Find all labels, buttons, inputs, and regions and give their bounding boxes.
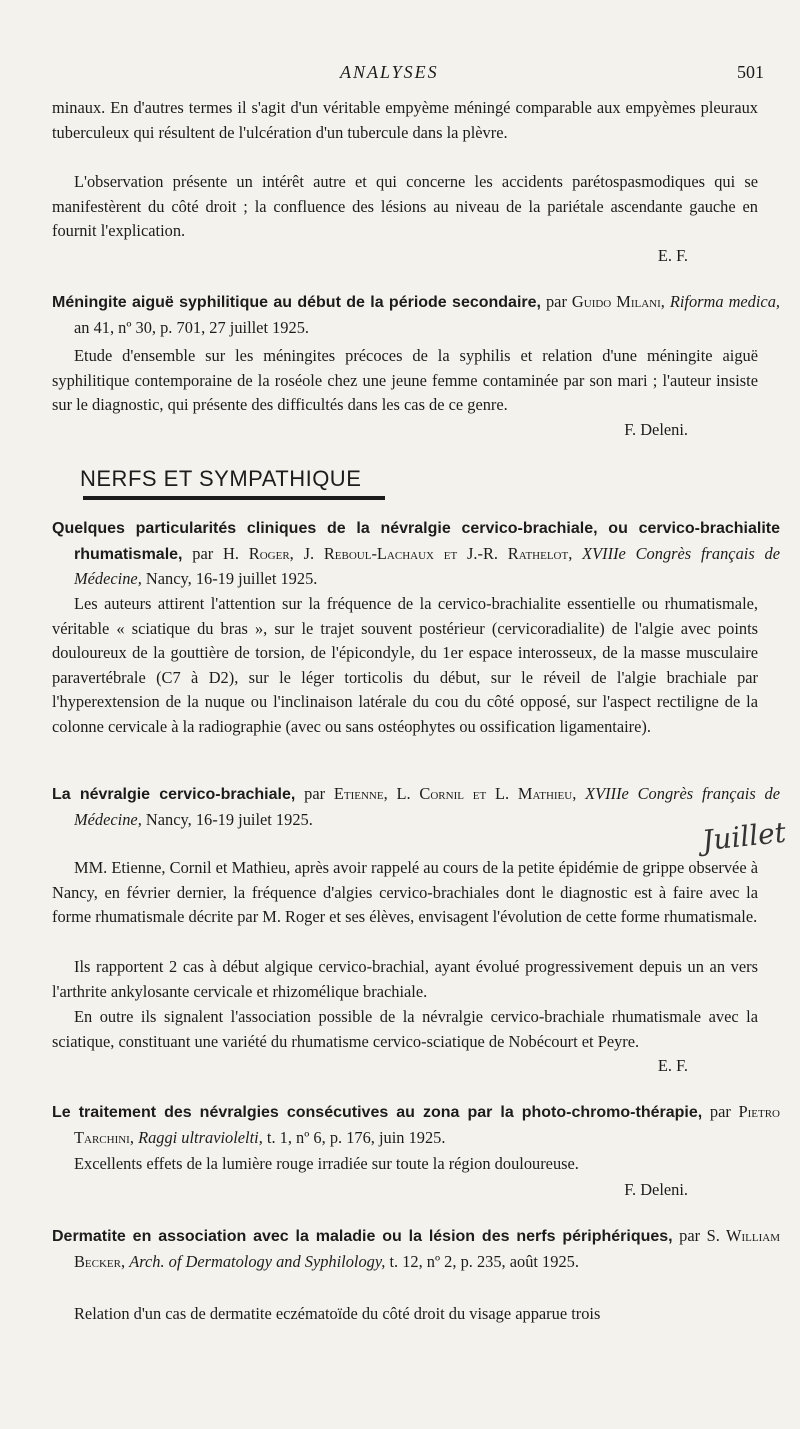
article-1-journal: Riforma medica, (669, 292, 780, 311)
section-rule (83, 496, 385, 500)
article-3-journal: XVIIIe Congrès français de Médecine, (74, 784, 780, 829)
handwritten-correction: Juillet (700, 815, 788, 858)
article-3-body-1: MM. Etienne, Cornil et Mathieu, après avoir rappelé au cours de la petite épidémie de grippe observée à Nancy, en février dernier, la fréquence d'algies cervico-brachiales dont le diagnostic est à faire avec la forme rhumatismale décrite par M. Roger et ses élèves, envisagent l'évolution de cette forme rhumatismale. (52, 858, 758, 927)
intro-paragraph-2: L'observation présente un intérêt autre et qui concerne les accidents parétospasmodiques qui se manifestèrent du côté droit ; la confluence des lésions au niveau de la pariétale ascendante gauche en fournit l'explication. (52, 172, 758, 241)
article-5-authors: S. William Becker, (74, 1226, 781, 1271)
article-4-ref: t. 1, nº 6, p. 176, juin 1925. (266, 1127, 446, 1147)
article-2-par: par (192, 543, 214, 563)
running-title: ANALYSES (340, 62, 439, 82)
article-5-par: par (679, 1226, 701, 1245)
article-4-par: par (709, 1102, 731, 1121)
article-2-ref: Nancy, 16-19 juillet 1925. (145, 569, 318, 589)
article-5-body: Relation d'un cas de dermatite eczématoïde du côté droit du visage apparue trois (74, 1304, 601, 1323)
running-header (0, 62, 800, 88)
article-5-heading (52, 1224, 780, 1274)
article-2-journal: XVIIIe Congrès français de Médecine, (74, 543, 780, 589)
article-3-title: La névralgie cervico-brachiale, (52, 786, 296, 803)
article-3-authors: Etienne, L. Cornil et L. Mathieu, (333, 784, 577, 803)
article-4-journal: Raggi ultraviolelti, (138, 1127, 263, 1147)
article-3-signature: E. F. (657, 1056, 688, 1075)
intro-paragraph-1: minaux. En d'autres termes il s'agit d'un véritable empyème méningé comparable aux empyèmes pleuraux tuberculeux qui résultent de l'ulcération d'un tubercule dans la plèvre. (52, 98, 758, 142)
article-4-body: Excellents effets de la lumière rouge irradiée sur toute la région douloureuse. (74, 1154, 579, 1173)
article-1-authors: Guido Milani, (571, 292, 665, 311)
page-number: 501 (737, 62, 764, 82)
article-4-heading (52, 1100, 780, 1150)
article-2-title: Quelques particularités cliniques de la névralgie cervico-brachiale, ou cervico-brachialite rhumatismale, (52, 520, 780, 563)
article-1-signature: F. Deleni. (624, 420, 688, 439)
article-1-heading (52, 290, 780, 340)
article-3-heading (52, 782, 780, 832)
article-1-title: Méningite aiguë syphilitique au début de la période secondaire, (52, 294, 541, 311)
article-4-title: Le traitement des névralgies consécutives au zona par la photo-chromo-thérapie, (52, 1104, 703, 1121)
article-3-par: par (304, 784, 326, 803)
section-title: NERFS ET SYMPATHIQUE (80, 466, 362, 491)
article-1-ref: an 41, nº 30, p. 701, 27 juillet 1925. (74, 317, 309, 337)
article-2-body: Les auteurs attirent l'attention sur la fréquence de la cervico-brachialite essentielle ou rhumatismale, véritable « sciatique du bras », sur le trajet souvent postérieur (cervicoradialite) de l'algie avec points douloureux de la gouttière de torsion, de l'épicondyle, du 1er espace interosseux, de la masse musculaire paravertébrale (C7 à D2), sur le léger torticolis du début, sur le réveil de l'algie brachiale par l'hyperextension de la nuque ou l'inclinaison latérale du cou du côté opposé, sur l'aspect rectiligne de la colonne cervicale à la radiographie (avec ou sans ostéophytes ou ossification ligamentaire). (52, 594, 758, 736)
article-5-ref: t. 12, nº 2, p. 235, août 1925. (389, 1251, 579, 1271)
article-5-journal: Arch. of Dermatology and Syphilology, (129, 1251, 386, 1271)
article-3-ref: Nancy, 16-19 juilet 1925. (145, 809, 313, 829)
article-5-title: Dermatite en association avec la maladie ou la lésion des nerfs périphériques, (52, 1228, 673, 1245)
article-2-authors: H. Roger, J. Reboul-Lachaux et J.-R. Rathelot, (223, 543, 573, 563)
article-4-authors: Pietro Tarchini, (74, 1102, 780, 1147)
article-3-body-3: En outre ils signalent l'association possible de la névralgie cervico-brachiale rhumatismale avec la sciatique, constituant une variété du rhumatisme cervico-sciatique de Nobécourt et Peyre. (52, 1007, 758, 1051)
article-1-par: par (545, 292, 567, 311)
article-1-body: Etude d'ensemble sur les méningites précoces de la syphilis et relation d'une méningite aiguë syphilitique contemporaine de la roséole chez une jeune femme contaminée par son mari ; l'auteur insiste sur le diagnostic, qui présente des difficultés dans les cas de ce genre. (52, 346, 758, 415)
intro-signature: E. F. (657, 246, 688, 265)
article-4-signature: F. Deleni. (624, 1180, 688, 1199)
article-3-body-2: Ils rapportent 2 cas à début algique cervico-brachial, ayant évolué progressivement depuis un an vers l'arthrite ankylosante cervicale et rhizomélique brachiale. (52, 957, 758, 1001)
article-2-heading (52, 516, 780, 592)
